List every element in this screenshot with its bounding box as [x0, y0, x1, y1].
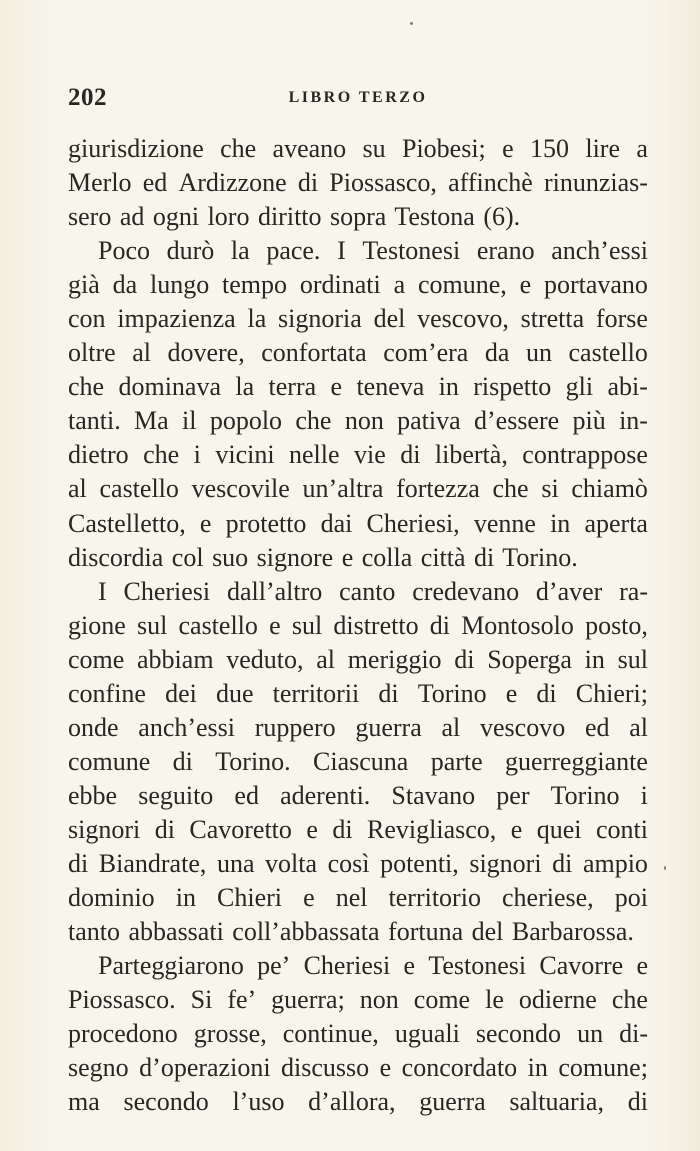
text-line: I Cheriesi dall’altro canto credevano d’aver ra- — [98, 576, 648, 606]
text-line: ebbe seguito ed aderenti. Stavano per Torino i — [68, 780, 648, 810]
text-line: discordia col suo signore e colla città di Torino. — [68, 542, 578, 572]
text-line: gione sul castello e sul distretto di Montosolo posto, — [68, 610, 648, 640]
text-line: confine dei due territorii di Torino e di Chieri; — [68, 678, 648, 708]
text-line: signori di Cavoretto e di Revigliasco, e quei conti — [68, 814, 648, 844]
text-line: Parteggiarono pe’ Cheriesi e Testonesi Cavorre e — [98, 951, 648, 981]
page-number: 202 — [68, 84, 107, 111]
body-text — [68, 132, 648, 1119]
text-line: dominio in Chieri e nel territorio cheriese, poi — [68, 883, 648, 913]
text-line: che dominava la terra e teneva in rispetto gli abi- — [68, 372, 648, 402]
text-line: tanti. Ma il popolo che non pativa d’essere più in- — [68, 406, 648, 436]
text-line: Piossasco. Si fe’ guerra; non come le odierne che — [68, 985, 648, 1015]
text-line: giurisdizione che aveano su Piobesi; e 150 lire a — [68, 134, 648, 163]
text-line: procedono grosse, continue, uguali secondo un di- — [68, 1019, 648, 1049]
text-line: segno d’operazioni discusso e concordato in comune; — [68, 1053, 648, 1083]
page-header — [68, 84, 648, 114]
text-line: con impazienza la signoria del vescovo, stretta forse — [68, 304, 648, 334]
text-line: comune di Torino. Ciascuna parte guerreggiante — [68, 746, 648, 776]
text-line: al castello vescovile un’altra fortezza che si chiamò — [68, 474, 648, 504]
text-line: di Biandrate, una volta così potenti, signori di ampio — [68, 848, 648, 878]
text-line: Castelletto, e protetto dai Cheriesi, venne in aperta — [68, 508, 648, 538]
text-line: già da lungo tempo ordinati a comune, e portavano — [68, 270, 648, 300]
text-line: Merlo ed Ardizzone di Piossasco, affinchè rinunzias- — [68, 168, 648, 198]
running-head: LIBRO TERZO — [288, 89, 428, 106]
text-line: Poco durò la pace. I Testonesi erano anch’essi — [98, 236, 648, 266]
text-line: onde anch’essi ruppero guerra al vescovo ed al — [68, 712, 648, 742]
text-line: ma secondo l’uso d’allora, guerra saltuaria, di — [68, 1087, 648, 1117]
text-line: come abbiam veduto, al meriggio di Soperga in sul — [68, 644, 648, 674]
paper-speck — [410, 22, 413, 25]
text-line: dietro che i vicini nelle vie di libertà, contrappose — [68, 440, 648, 470]
paper-speck — [664, 866, 666, 870]
text-line: tanto abbassati coll’abbassata fortuna del Barbarossa. — [68, 917, 634, 947]
text-line: oltre al dovere, confortata com’era da un castello — [68, 338, 648, 368]
text-line: sero ad ogni loro diritto sopra Testona (6). — [68, 202, 521, 232]
